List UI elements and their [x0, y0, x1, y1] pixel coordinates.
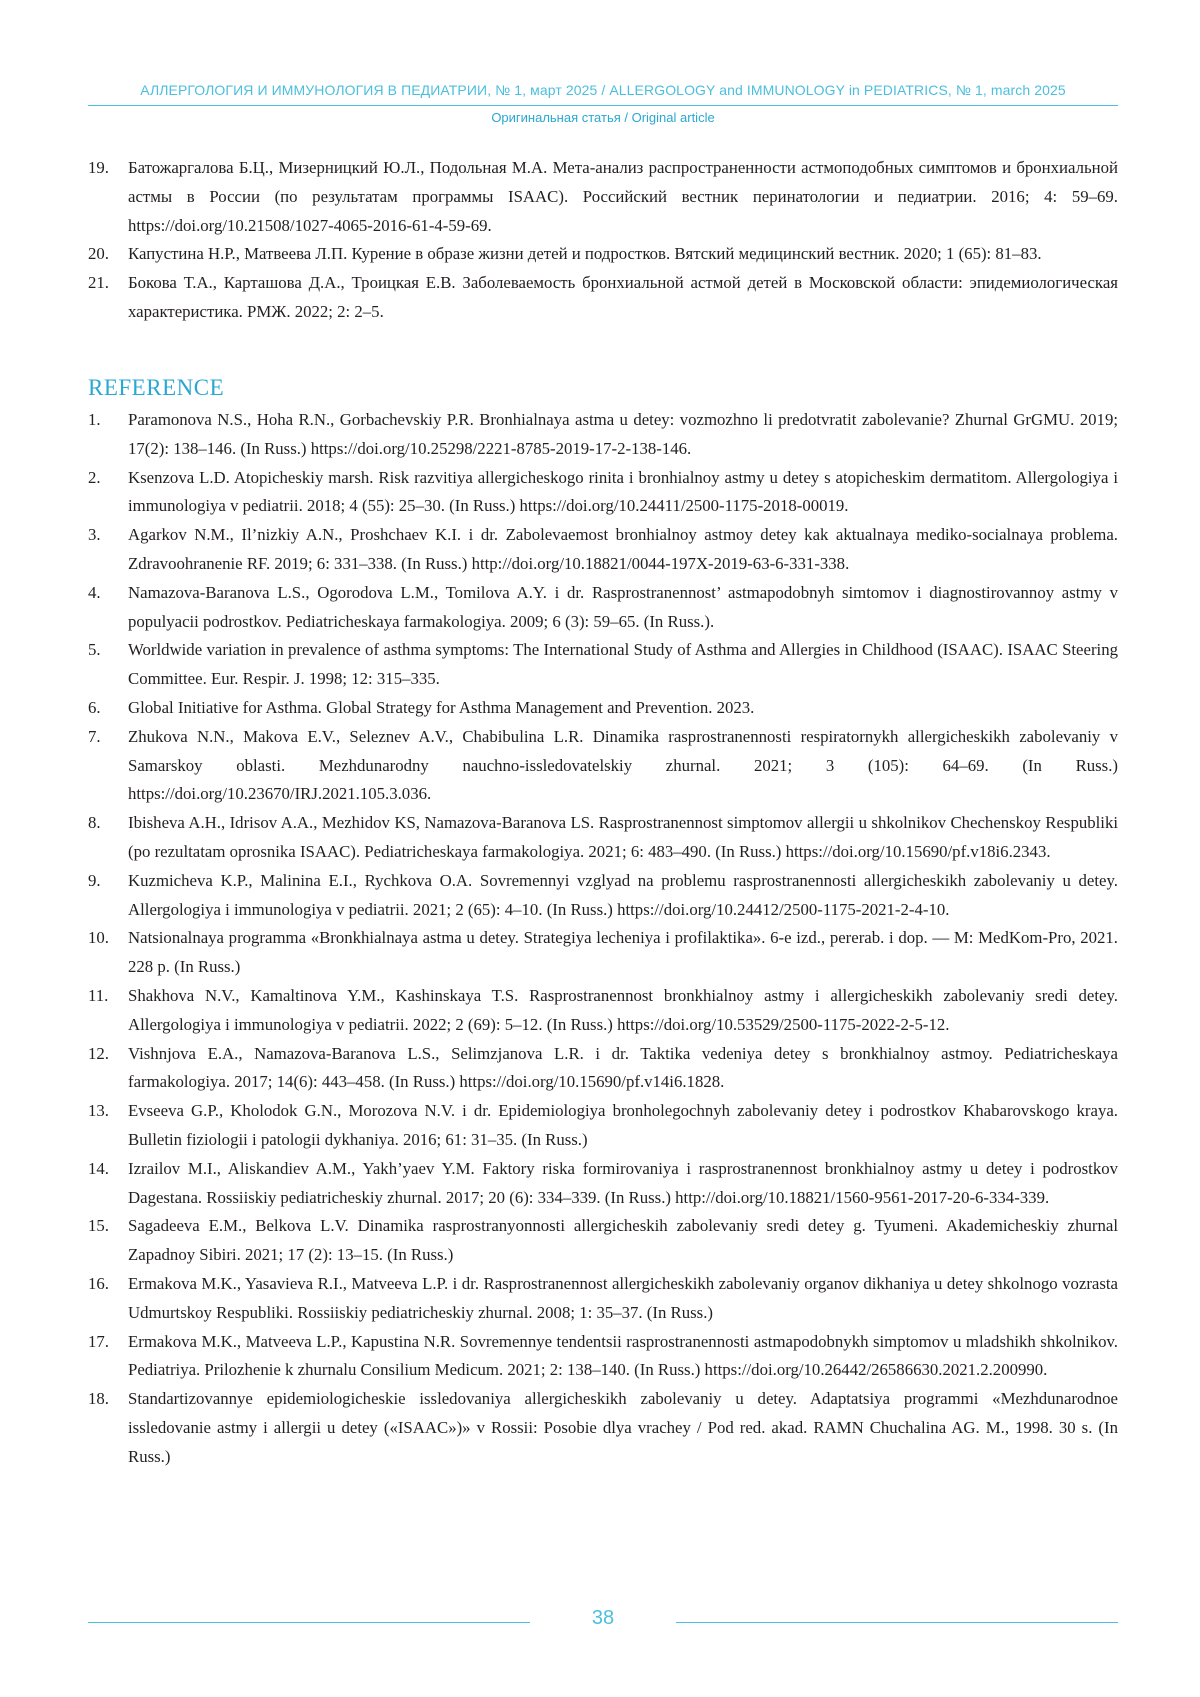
reference-item [88, 1155, 1118, 1213]
reference-item [88, 579, 1118, 637]
reference-number: 4. [88, 582, 101, 602]
reference-item [88, 1040, 1118, 1098]
reference-item [88, 1328, 1118, 1386]
reference-item [88, 809, 1118, 867]
reference-text: Бокова Т.А., Карташова Д.А., Троицкая Е.В. Заболеваемость бронхиальной астмой детей в Московской области: эпидемиологическая характеристика. РМЖ. 2022; 2: 2–5. [128, 273, 1118, 321]
reference-number: 8. [88, 813, 101, 833]
reference-text: Standartizovannye epidemiologicheskie issledovaniya allergicheskikh zabolevaniy u detey. Adaptatsiya programmi «Mezhdunarodnoe issledovanie astmy i allergii u detey («ISAAC»)» v Rossii: Posobie dlya vrachey / Pod red. akad. RAMN Chuchalina AG. M., 1998. 30 s. (In Russ.) [128, 1389, 1118, 1466]
reference-item [88, 694, 1118, 723]
reference-number: 14. [88, 1158, 109, 1178]
reference-text: Agarkov N.M., Il’nizkiy A.N., Proshchaev K.I. i dr. Zabolevaemost bronhialnoy astmoy detey kak aktualnaya mediko-socialnaya problema. Zdravoohranenie RF. 2019; 6: 331–338. (In Russ.) http://doi.org/10.18821/0044-197X-2019-63-6-331-338. [128, 525, 1118, 573]
reference-text: Ksenzova L.D. Atopicheskiy marsh. Risk razvitiya allergicheskogo rinita i bronhialnoy astmy u detey s atopicheskim dermatitom. Allergologiya i immunologiya v pediatrii. 2018; 4 (55): 25–30. (In Russ.) https://doi.org/10.24411/2500-1175-2018-00019. [128, 467, 1118, 516]
article-type-label: Оригинальная статья / Original article [491, 110, 715, 125]
reference-number: 1. [88, 410, 101, 429]
running-head: АЛЛЕРГОЛОГИЯ И ИММУНОЛОГИЯ В ПЕДИАТРИИ, № 1, март 2025 / ALLERGOLOGY and IMMUNOLOGY in PEDIATRICS, № 1, march 2025 [140, 82, 1066, 98]
header-divider [88, 105, 1118, 106]
reference-item [88, 240, 1118, 269]
reference-item [88, 924, 1118, 982]
reference-text: Kuzmicheva K.P., Malinina E.I., Rychkova O.A. Sovremennyi vzglyad na problemu rasprostranennosti allergicheskikh zabolevaniy u detey. Allergologiya i immunologiya v pediatrii. 2021; 2 (65): 4–10. (In Russ.) https://doi.org/10.24412/2500-1175-2021-2-4-10. [128, 870, 1118, 919]
reference-item [88, 1385, 1118, 1471]
reference-number: 6. [88, 697, 101, 717]
reference-item [88, 982, 1118, 1040]
reference-number: 11. [88, 985, 109, 1005]
reference-text: Natsionalnaya programma «Bronkhialnaya astma u detey. Strategiya lecheniya i profilaktika». 6-e izd., pererab. i dop. — M: MedKom-Pro, 2021. 228 p. (In Russ.) [128, 928, 1118, 977]
footer-divider-right [676, 1622, 1118, 1623]
reference-text: Vishnjova E.A., Namazova-Baranova L.S., Selimzjanova L.R. i dr. Taktika vedeniya detey s bronkhialnoy astmoy. Pediatricheskaya farmakologiya. 2017; 14(6): 443–458. (In Russ.) https://doi.org/10.15690/pf.v14i6.1828. [128, 1043, 1118, 1092]
reference-text: Paramonova N.S., Hoha R.N., Gorbachevskiy P.R. Bronhialnaya astma u detey: vozmozhno li predotvratit zabolevanie? Zhurnal GrGMU. 2019; 17(2): 138–146. (In Russ.) https://doi.org/10.25298/2221-8785-2019-17-2-138-146. [128, 410, 1118, 458]
reference-text: Zhukova N.N., Makova E.V., Seleznev A.V., Chabibulina L.R. Dinamika rasprostranennosti respiratornykh allergicheskikh zabolevaniy v Samarskoy oblasti. Mezhdunarodny nauchno-issledovatelskiy zhurnal. 2021; 3 (105): 64–69. (In Russ.) https://doi.org/10.23670/IRJ.2021.105.3.036. [128, 726, 1118, 804]
reference-number: 18. [88, 1389, 109, 1409]
reference-item [88, 154, 1118, 240]
reference-number: 17. [88, 1331, 109, 1351]
reference-number: 16. [88, 1273, 109, 1293]
reference-list-russian [88, 154, 1118, 327]
reference-item [88, 636, 1118, 694]
footer-divider-left [88, 1622, 530, 1623]
reference-number: 10. [88, 928, 109, 948]
reference-text: Ibisheva A.H., Idrisov A.A., Mezhidov KS, Namazova-Baranova LS. Rasprostranennost simptomov allergii u shkolnikov Chechenskoy Respubliki (po rezultatam oprosnika ISAAC). Pediatricheskaya farmakologiya. 2021; 6: 483–490. (In Russ.) https://doi.org/10.15690/pf.v18i6.2343. [128, 813, 1118, 861]
reference-number: 19. [88, 158, 109, 177]
reference-number: 15. [88, 1216, 109, 1236]
reference-number: 5. [88, 640, 101, 660]
reference-item [88, 521, 1118, 579]
reference-text: Worldwide variation in prevalence of asthma symptoms: The International Study of Asthma and Allergies in Childhood (ISAAC). ISAAC Steering Committee. Eur. Respir. J. 1998; 12: 315–335. [128, 640, 1118, 689]
reference-number: 3. [88, 525, 101, 545]
reference-text: Капустина Н.Р., Матвеева Л.П. Курение в образе жизни детей и подростков. Вятский медицинский вестник. 2020; 1 (65): 81–83. [128, 244, 1042, 264]
reference-text: Namazova-Baranova L.S., Ogorodova L.M., Tomilova A.Y. i dr. Rasprostranennost’ astmapodobnyh simtomov i diagnostirovannoy astmy v populyacii podrostkov. Pediatricheskaya farmakologiya. 2009; 6 (3): 59–65. (In Russ.). [128, 582, 1118, 631]
reference-text: Ermakova M.K., Yasavieva R.I., Matveeva L.P. i dr. Rasprostranennost allergicheskikh zabolevaniy organov dikhaniya u detey shkolnogo vozrasta Udmurtskoy Respubliki. Rossiiskiy pediatricheskiy zhurnal. 2008; 1: 35–37. (In Russ.) [128, 1273, 1118, 1322]
reference-item [88, 464, 1118, 522]
reference-text: Izrailov M.I., Aliskandiev A.M., Yakh’yaev Y.M. Faktory riska formirovaniya i rasprostranennost bronkhialnoy astmy u detey i podrostkov Dagestana. Rossiiskiy pediatricheskiy zhurnal. 2017; 20 (6): 334–339. (In Russ.) http://doi.org/10.18821/1560-9561-2017-20-6-334-339. [128, 1158, 1118, 1207]
reference-number: 7. [88, 726, 101, 746]
reference-item [88, 269, 1118, 327]
reference-item [88, 1270, 1118, 1328]
reference-number: 2. [88, 467, 101, 487]
reference-number: 13. [88, 1101, 109, 1121]
reference-number: 20. [88, 244, 109, 264]
reference-item [88, 1097, 1118, 1155]
reference-text: Global Initiative for Asthma. Global Strategy for Asthma Management and Prevention. 2023. [128, 697, 755, 717]
reference-list-english [88, 406, 1118, 1471]
reference-text: Ermakova M.K., Matveeva L.P., Kapustina N.R. Sovremennye tendentsii rasprostranennosti astmapodobnykh simptomov u mladshikh shkolnikov. Pediatriya. Prilozhenie k zhurnalu Consilium Medicum. 2021; 2: 138–140. (In Russ.) https://doi.org/10.26442/26586630.2021.2.200990. [128, 1331, 1118, 1380]
reference-text: Батожаргалова Б.Ц., Мизерницкий Ю.Л., Подольная М.А. Мета-анализ распространенности астмоподобных симптомов и бронхиальной астмы в России (по результатам программы ISAAC). Российский вестник перинатологии и педиатрии. 2016; 4: 59–69. https://doi.org/10.21508/1027-4065-2016-61-4-59-69. [128, 158, 1118, 235]
reference-item [88, 406, 1118, 464]
reference-number: 12. [88, 1043, 109, 1063]
page-number: 38 [591, 1607, 615, 1629]
reference-text: Shakhova N.V., Kamaltinova Y.M., Kashinskaya T.S. Rasprostranennost bronkhialnoy astmy i allergicheskikh zabolevaniy sredi detey. Allergologiya i immunologiya v pediatrii. 2022; 2 (69): 5–12. (In Russ.) https://doi.org/10.53529/2500-1175-2022-2-5-12. [128, 985, 1118, 1034]
reference-item [88, 867, 1118, 925]
section-title-reference: REFERENCE [88, 375, 225, 400]
reference-text: Evseeva G.P., Kholodok G.N., Morozova N.V. i dr. Epidemiologiya bronholegochnyh zabolevaniy detey i podrostkov Khabarovskogo kraya. Bulletin fiziologii i patologii dykhaniya. 2016; 61: 31–35. (In Russ.) [128, 1101, 1118, 1149]
reference-number: 9. [88, 870, 101, 890]
reference-text: Sagadeeva E.M., Belkova L.V. Dinamika rasprostranyonnosti allergicheskih zabolevaniy sredi detey g. Tyumeni. Akademicheskiy zhurnal Zapadnoy Sibiri. 2021; 17 (2): 13–15. (In Russ.) [128, 1216, 1118, 1265]
reference-item [88, 1212, 1118, 1270]
reference-item [88, 723, 1118, 809]
reference-number: 21. [88, 273, 109, 293]
